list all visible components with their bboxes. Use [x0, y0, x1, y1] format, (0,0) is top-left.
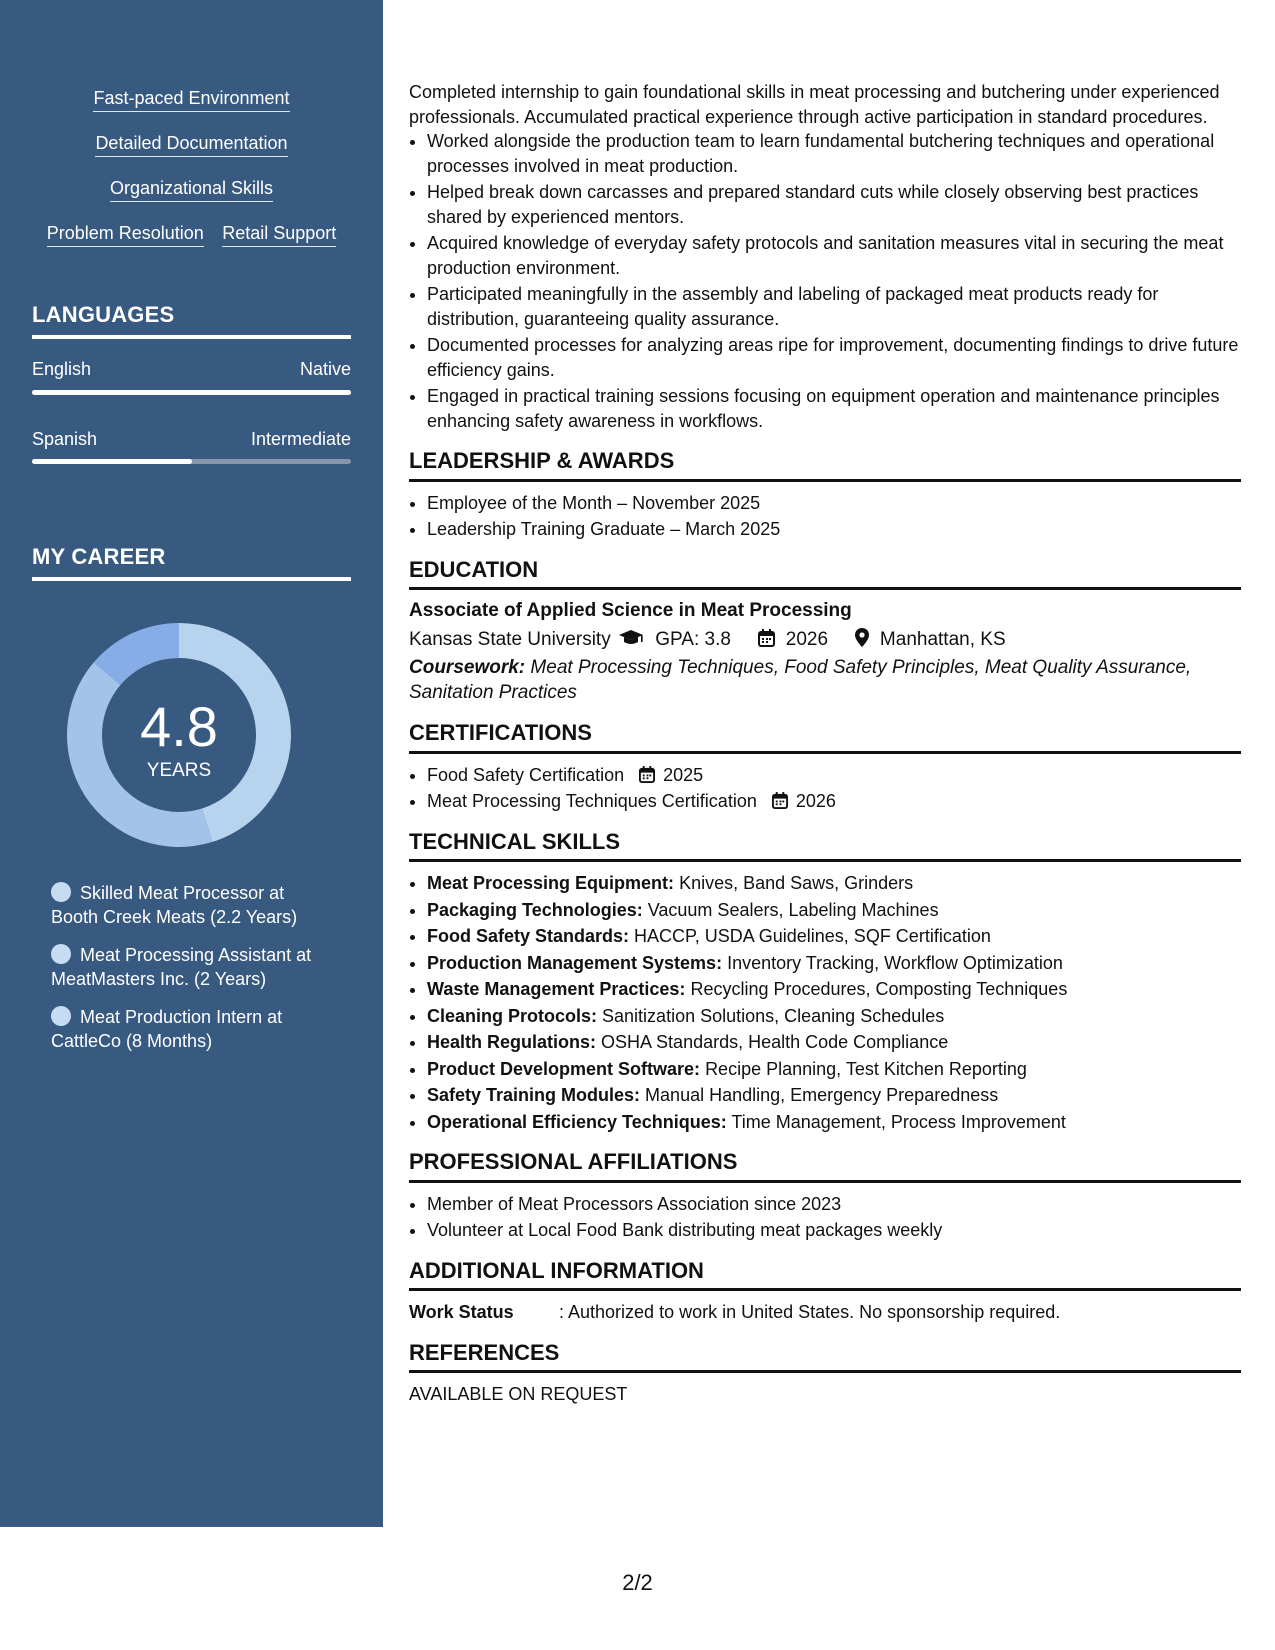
list-item	[427, 898, 1241, 923]
skill-value: Inventory Tracking, Workflow Optimization	[727, 952, 1063, 973]
language-bar-fill	[32, 459, 192, 464]
coursework-list: Meat Processing Techniques, Food Safety Principles, Meat Quality Assurance, Sanitation Practices	[409, 657, 1192, 703]
career-item-text: Meat Processing Assistant at MeatMasters Inc. (2 Years)	[51, 945, 312, 989]
skill-value: Recipe Planning, Test Kitchen Reporting	[705, 1058, 1027, 1079]
leadership-heading: LEADERSHIP & AWARDS	[409, 449, 1241, 482]
technical-skills-list	[409, 871, 1241, 1134]
degree-title: Associate of Applied Science in Meat Processing	[409, 600, 852, 621]
skill-label: Health Regulations:	[427, 1032, 597, 1052]
language-name: English	[32, 359, 92, 379]
list-item	[427, 1083, 1241, 1108]
language-bar-fill	[32, 390, 351, 395]
work-status-label: Work Status	[409, 1302, 514, 1322]
career-total: 4.8	[140, 695, 218, 758]
skill-label: Production Management Systems:	[427, 952, 723, 973]
list-item	[427, 951, 1241, 976]
skill-row	[0, 88, 383, 112]
main-content	[409, 80, 1241, 1407]
skill-label: Meat Processing Equipment:	[427, 873, 675, 893]
intro-paragraph: Completed internship to gain foundational skills in meat processing and butchering under experienced professionals. Accumulated practical experience through active participation in standard procedures.	[409, 82, 1220, 127]
technical-skills-heading: TECHNICAL SKILLS	[409, 830, 1241, 863]
list-item	[427, 977, 1241, 1002]
school-name: Kansas State University	[409, 628, 611, 650]
additional-info-heading: ADDITIONAL INFORMATION	[409, 1259, 1241, 1292]
skill-row	[0, 133, 383, 157]
career-donut-chart	[66, 622, 292, 848]
skill-value: Knives, Band Saws, Grinders	[679, 873, 914, 893]
list-item	[427, 1057, 1241, 1082]
list-item: • Participated meaningfully in the assembly and labeling of packaged meat products ready for distribution, guaranteeing quality assurance.	[427, 282, 1241, 331]
skill-value: OSHA Standards, Health Code Compliance	[601, 1032, 949, 1052]
skill-label: Packaging Technologies:	[427, 899, 643, 920]
skill-label: Waste Management Practices:	[427, 979, 686, 999]
education-heading: EDUCATION	[409, 558, 1241, 591]
calendar-icon	[639, 766, 655, 783]
coursework	[409, 656, 1241, 705]
list-item: • Documented processes for analyzing areas ripe for improvement, documenting findings to drive future efficiency gains.	[427, 333, 1241, 382]
education-details	[409, 628, 1241, 653]
calendar-icon	[772, 792, 788, 809]
references-text: AVAILABLE ON REQUEST	[409, 1384, 628, 1404]
career-item	[51, 881, 316, 929]
intro-bullets	[409, 129, 1241, 433]
work-status-value: : Authorized to work in United States. No sponsorship required.	[559, 1302, 1061, 1322]
list-item: • Acquired knowledge of everyday safety protocols and sanitation measures vital in securing the meat production environment.	[427, 231, 1241, 280]
skill-row	[0, 178, 383, 202]
list-item	[427, 1004, 1241, 1029]
certifications-heading: CERTIFICATIONS	[409, 721, 1241, 754]
affiliations-list	[409, 1192, 1241, 1243]
references-heading: REFERENCES	[409, 1341, 1241, 1374]
skill-label: Safety Training Modules:	[427, 1085, 641, 1105]
skill-label: Food Safety Standards:	[427, 926, 630, 946]
school-location: Manhattan, KS	[879, 628, 1006, 650]
list-item	[427, 924, 1241, 949]
graduation-year: 2026	[785, 628, 829, 650]
language-row	[32, 429, 351, 450]
list-item: • Helped break down carcasses and prepared standard cuts while closely observing best practices shared by experienced mentors.	[427, 180, 1241, 229]
career-unit: YEARS	[146, 760, 212, 781]
list-item: • Member of Meat Processors Association since 2023	[427, 1192, 1241, 1217]
list-item: • Leadership Training Graduate – March 2025	[427, 517, 1241, 542]
career-item-text: Meat Production Intern at CattleCo (8 Months)	[51, 1007, 283, 1051]
certification-name: Food Safety Certification	[427, 764, 625, 785]
list-item	[427, 871, 1241, 896]
career-heading: MY CAREER	[32, 544, 351, 581]
skill-tag: Organizational Skills	[110, 178, 273, 202]
sidebar	[0, 0, 383, 1527]
list-item	[427, 1110, 1241, 1135]
skill-tag: Problem Resolution	[47, 223, 204, 247]
list-item: • Engaged in practical training sessions focusing on equipment operation and maintenance principles enhancing safety awareness in workflows.	[427, 384, 1241, 433]
language-row	[32, 359, 351, 380]
career-item	[51, 1005, 316, 1053]
certification-year: 2026	[795, 791, 836, 811]
language-bar	[32, 459, 351, 464]
list-item: • Volunteer at Local Food Bank distributing meat packages weekly	[427, 1218, 1241, 1243]
career-dot-icon	[51, 1006, 71, 1026]
language-name: Spanish	[32, 429, 98, 449]
leadership-list	[409, 491, 1241, 542]
list-item	[427, 1030, 1241, 1055]
language-level: Native	[299, 359, 351, 379]
affiliations-heading: PROFESSIONAL AFFILIATIONS	[409, 1150, 1241, 1183]
calendar-icon	[758, 629, 775, 647]
career-item	[51, 943, 316, 991]
certification-item	[427, 789, 1241, 814]
coursework-label: Coursework:	[409, 657, 526, 678]
skill-value: Time Management, Process Improvement	[731, 1111, 1066, 1132]
list-item: • Employee of the Month – November 2025	[427, 491, 1241, 516]
skill-label: Operational Efficiency Techniques:	[427, 1111, 727, 1132]
certification-name: Meat Processing Techniques Certification	[427, 791, 757, 811]
language-bar	[32, 390, 351, 395]
certifications-list	[409, 763, 1241, 814]
certification-year: 2025	[663, 764, 704, 785]
skill-value: HACCP, USDA Guidelines, SQF Certification	[634, 926, 991, 946]
work-status-row	[409, 1300, 1241, 1325]
page-number: 2/2	[622, 1570, 653, 1595]
skill-value: Vacuum Sealers, Labeling Machines	[647, 899, 939, 920]
skill-label: Product Development Software:	[427, 1058, 701, 1079]
career-item-text: Skilled Meat Processor at Booth Creek Meats (2.2 Years)	[51, 883, 298, 927]
languages-heading: LANGUAGES	[32, 302, 351, 339]
skill-tag: Detailed Documentation	[95, 133, 287, 157]
skill-row	[0, 223, 383, 247]
career-dot-icon	[51, 944, 71, 964]
skill-value: Manual Handling, Emergency Preparedness	[645, 1085, 999, 1105]
skill-tag: Retail Support	[222, 223, 336, 247]
location-pin-icon	[855, 628, 869, 647]
skill-tag: Fast-paced Environment	[93, 88, 289, 112]
skill-value: Recycling Procedures, Composting Techniques	[690, 979, 1068, 999]
graduation-cap-icon	[618, 629, 644, 647]
language-level: Intermediate	[250, 429, 351, 449]
skill-value: Sanitization Solutions, Cleaning Schedules	[602, 1005, 945, 1026]
list-item: • Worked alongside the production team to learn fundamental butchering techniques and operational processes involved in meat production.	[427, 129, 1241, 178]
gpa: GPA: 3.8	[655, 628, 731, 650]
skill-label: Cleaning Protocols:	[427, 1005, 598, 1026]
career-dot-icon	[51, 882, 71, 902]
certification-item	[427, 763, 1241, 788]
